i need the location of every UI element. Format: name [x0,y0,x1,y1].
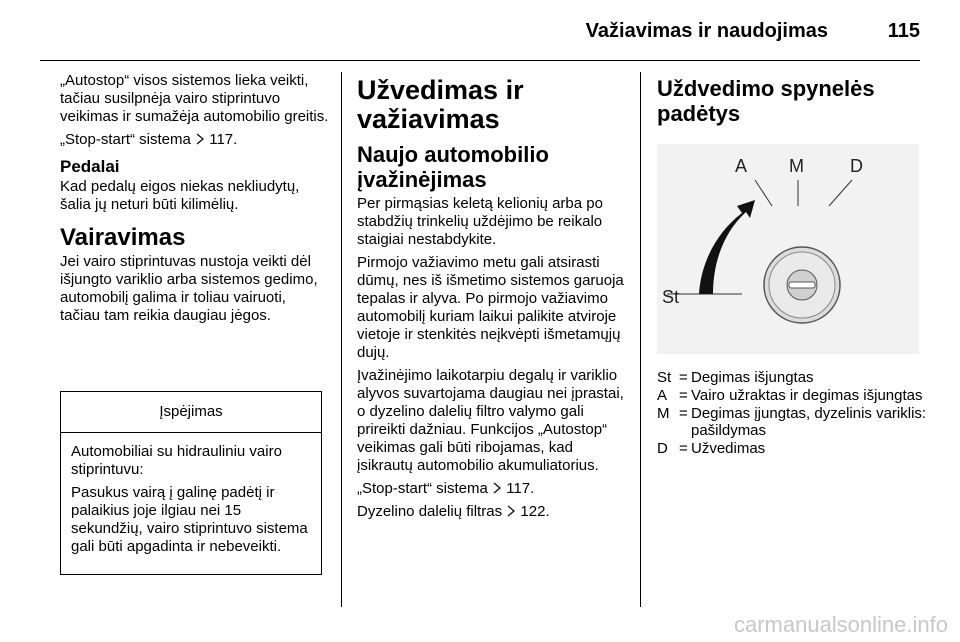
legend-key: A [657,387,668,404]
legend-key: M [657,405,670,422]
page-number: 115 [887,20,920,42]
cross-reference-text: „Stop-start“ sistema [357,480,488,497]
column-3 [657,72,927,458]
paragraph-autostop: „Autostop“ visos sistemos lieka veikti, tačiau susilpnėja vairo stiprintuvo veikimas ir sumažėja automobilio greitis. [60,72,329,125]
figure-label-m: M [789,156,804,176]
legend-value: Užvedimas [691,440,766,457]
legend-equals: = [679,369,688,386]
legend-equals: = [679,405,688,422]
figure-label-d: D [850,156,863,176]
column-1 [60,72,330,330]
paragraph-braking: Per pirmąsias keletą kelionių arba po stabdžių trinkelių uždėjimo be reikalo staigiai nestabdykite. [357,195,603,248]
page-reference-icon [507,505,515,517]
section-title: Užvedimas ir važiavimas [357,75,524,134]
cross-reference-stopstart[interactable] [357,480,627,498]
legend-value: Degimas išjungtas [691,369,814,386]
legend-value: Vairo užraktas ir degimas išjungtas [691,387,923,404]
legend-item [657,369,927,386]
legend-equals: = [679,440,688,457]
legend-equals: = [679,387,688,404]
cross-reference-text: Dyzelino dalelių filtras [357,503,503,520]
page-reference-icon [493,482,501,494]
page-header [40,0,920,61]
warning-title: Įspėjimas [61,392,321,433]
cross-reference-dpf[interactable] [357,503,627,521]
header-title: Važiavimas ir naudojimas [585,20,828,42]
legend-item [657,405,927,439]
paragraph-vairavimas: Jei vairo stiprintuvas nustoja veikti dėl išjungto variklio arba sistemos gedimo, automobilį galima ir toliau vairuoti, tačiau tam reikia daugiau jėgos. [60,253,318,324]
cross-reference-page: 117. [506,480,535,497]
warning-paragraph: Automobiliai su hidrauliniu vairo stiprintuvu: [71,443,282,478]
heading-vairavimas: Vairavimas [60,224,186,251]
figure-label-st: St [662,287,680,307]
section-title: Uždvedimo spynelės padėtys [657,76,875,126]
legend-item [657,387,927,404]
section-subtitle: Naujo automobilio įvažinėjimas [357,142,549,192]
page-reference-icon [196,133,204,145]
cross-reference-page: 122. [520,503,550,520]
cross-reference-stopstart[interactable] [60,131,330,149]
warning-paragraph: Pasukus vairą į galinę padėtį ir palaikius joje ilgiau nei 15 sekundžių, vairo stiprintuvo sistema gali būti apgadinta ir nebeveikti. [71,484,308,555]
cross-reference-text: „Stop-start“ sistema [60,131,191,148]
watermark: carmanualsonline.info [733,612,948,637]
column-2 [357,72,627,526]
ignition-switch-figure [657,144,919,354]
paragraph-pedalai: Kad pedalų eigos niekas nekliudytų, šalia jų neturi būti kilimėlių. [60,178,300,213]
cross-reference-page: 117. [209,131,238,148]
figure-label-a: A [735,156,748,176]
figure-legend [657,369,927,457]
heading-pedalai: Pedalai [60,157,120,176]
column-divider [640,72,641,607]
paragraph-smoke: Pirmojo važiavimo metu gali atsirasti dūmų, nes iš išmetimo sistemos garuoja tepalas ir alyva. Po pirmojo važiavimo automobilį kuriam laikui palikite atviroje vietoje ir stenkitės neįkvėpti išmetamųjų dujų. [357,254,624,361]
legend-item [657,440,927,457]
legend-key: St [657,369,672,386]
legend-value: Degimas įjungtas, dyzelinis variklis: pašildymas [691,405,927,439]
warning-box [60,391,322,575]
column-divider [341,72,342,607]
paragraph-consumption: Įvažinėjimo laikotarpiu degalų ir variklio alyvos suvartojama daugiau nei įprastai, o dyzelino dalelių filtro valymo gali prireikti dažniau. Funkcijos „Autostop“ veikimas gali būti ribojamas, kad įsikrautų automobilio akumuliatorius. [357,367,624,474]
legend-key: D [657,440,668,457]
